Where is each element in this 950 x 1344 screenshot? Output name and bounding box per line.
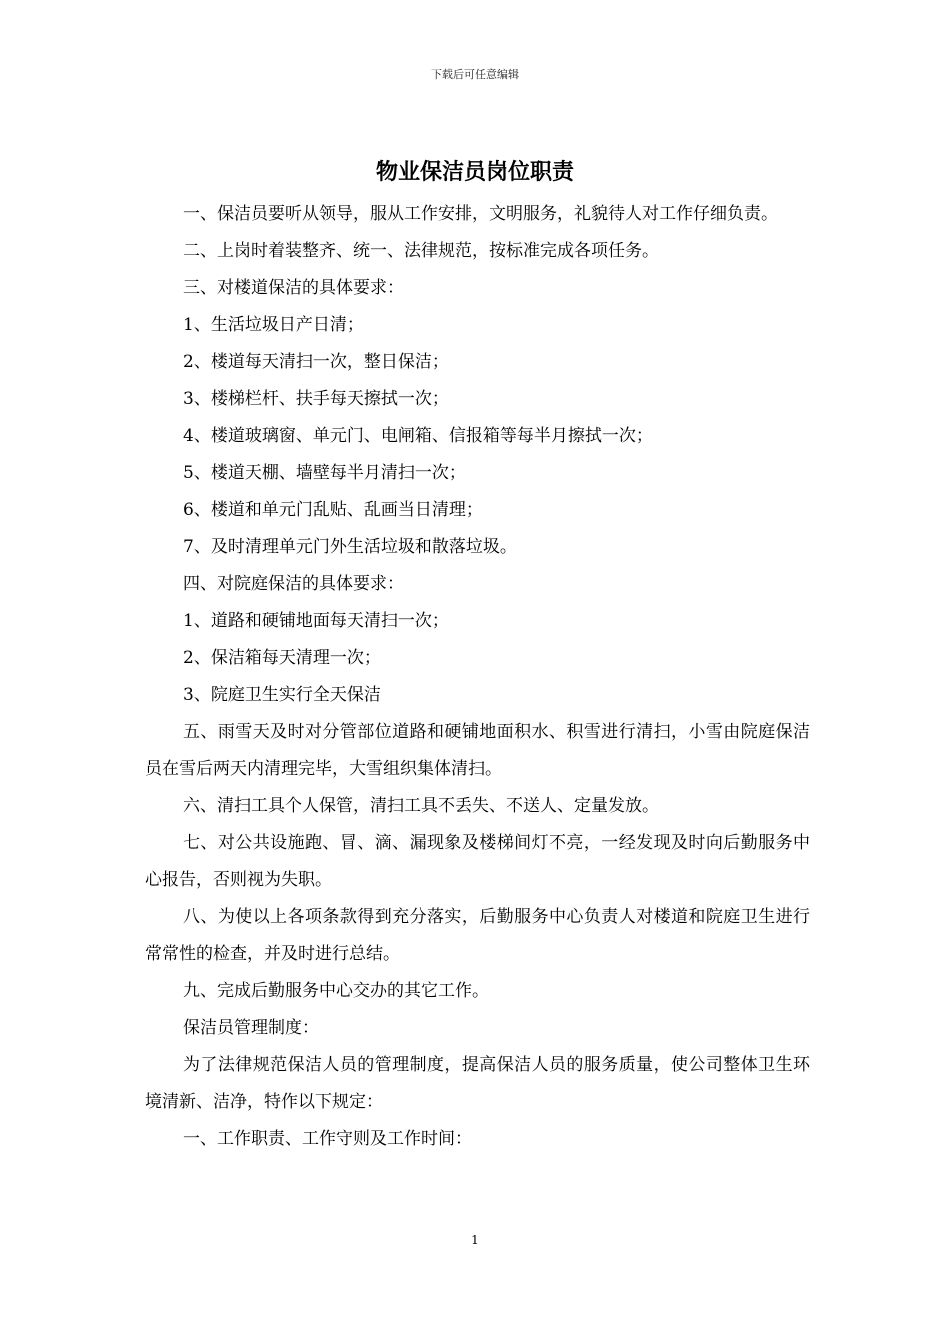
paragraph: 为了法律规范保洁人员的管理制度，提高保洁人员的服务质量，使公司整体卫生环境清新、洁净，特作以下规定：	[145, 1055, 810, 1112]
paragraph: 四、对院庭保洁的具体要求：	[183, 574, 404, 594]
page-number: 1	[471, 1233, 479, 1247]
document-title: 物业保洁员岗位职责	[375, 159, 574, 185]
paragraph: 二、上岗时着装整齐、统一、法律规范，按标准完成各项任务。	[183, 241, 659, 261]
paragraph: 六、清扫工具个人保管，清扫工具不丢失、不送人、定量发放。	[183, 796, 659, 816]
list-item: 6、楼道和单元门乱贴、乱画当日清理；	[183, 500, 483, 520]
list-item: 1、生活垃圾日产日清；	[183, 315, 364, 335]
list-item: 3、楼梯栏杆、扶手每天擦拭一次；	[183, 389, 449, 409]
list-item: 7、及时清理单元门外生活垃圾和散落垃圾。	[183, 537, 517, 557]
paragraph: 八、为使以上各项条款得到充分落实，后勤服务中心负责人对楼道和院庭卫生进行常常性的检查，并及时进行总结。	[145, 907, 810, 964]
paragraph: 七、对公共设施跑、冒、滴、漏现象及楼梯间灯不亮，一经发现及时向后勤服务中心报告，否则视为失职。	[145, 833, 810, 890]
list-item: 1、道路和硬铺地面每天清扫一次；	[183, 611, 449, 631]
paragraph: 三、对楼道保洁的具体要求：	[183, 278, 404, 298]
list-item: 2、楼道每天清扫一次，整日保洁；	[183, 352, 449, 372]
paragraph: 九、完成后勤服务中心交办的其它工作。	[183, 981, 489, 1001]
list-item: 2、保洁箱每天清理一次；	[183, 648, 381, 668]
section-heading: 保洁员管理制度：	[183, 1018, 319, 1038]
list-item: 4、楼道玻璃窗、单元门、电闸箱、信报箱等每半月擦拭一次；	[183, 426, 653, 446]
paragraph: 一、保洁员要听从领导，服从工作安排，文明服务，礼貌待人对工作仔细负责。	[183, 204, 778, 224]
header-note: 下载后可任意编辑	[431, 68, 519, 81]
list-item: 3、院庭卫生实行全天保洁	[183, 685, 381, 705]
paragraph: 五、雨雪天及时对分管部位道路和硬铺地面积水、积雪进行清扫，小雪由院庭保洁员在雪后两天内清理完毕，大雪组织集体清扫。	[145, 722, 810, 779]
list-item: 5、楼道天棚、墙壁每半月清扫一次；	[183, 463, 466, 483]
document-body	[145, 196, 810, 1158]
paragraph: 一、工作职责、工作守则及工作时间：	[183, 1129, 472, 1149]
